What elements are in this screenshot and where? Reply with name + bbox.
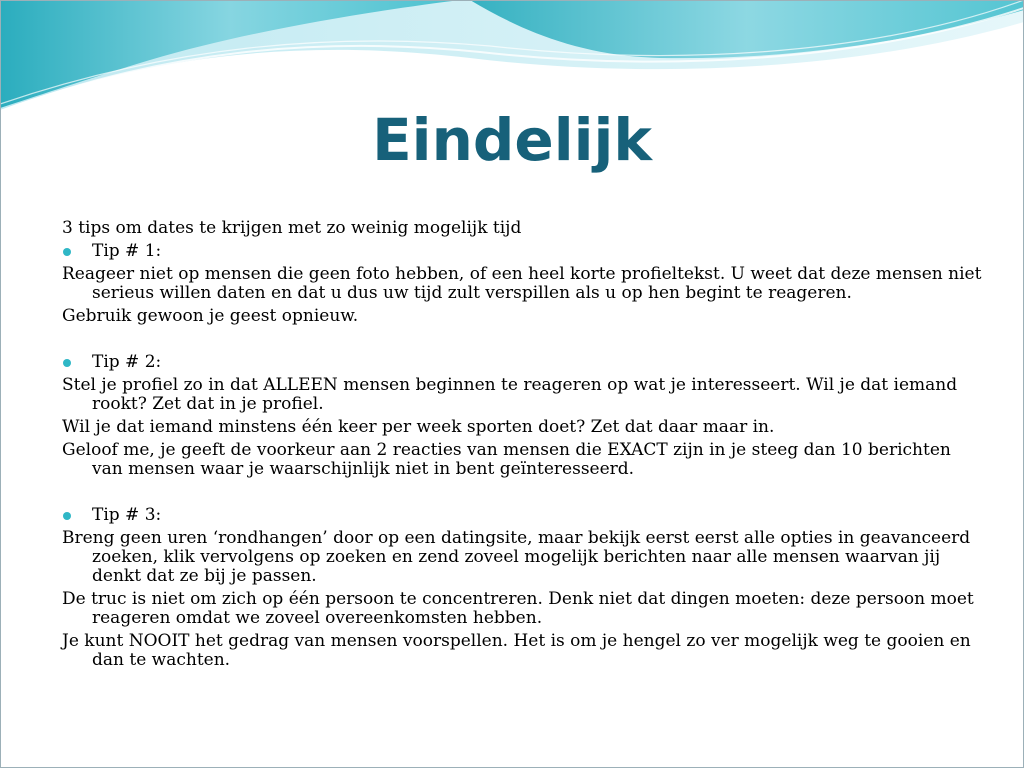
tip-3-paragraph: De truc is niet om zich op één persoon te concentreren. Denk niet dat dingen moeten: deze persoon moet reageren omdat we zoveel overeenkomsten hebben.	[62, 589, 974, 628]
tip-1-heading	[62, 242, 982, 261]
tip-3-paragraph: Breng geen uren ‘rondhangen’ door op een datingsite, maar bekijk eerst eerst alle opties in geavanceerd zoeken, klik vervolgens op zoeken en zend zoveel mogelijk berichten naar alle mensen waarvan jij denkt dat ze bij je passen.	[62, 528, 971, 586]
tip-1-label: Tip # 1:	[92, 241, 162, 261]
tip-2-heading	[62, 353, 982, 372]
bullet-dot-icon	[63, 359, 71, 367]
tip-3-label: Tip # 3:	[92, 505, 162, 525]
bullet-dot-icon	[63, 248, 71, 256]
tip-2-paragraph: Wil je dat iemand minstens één keer per week sporten doet? Zet dat daar maar in.	[62, 417, 775, 437]
slide-body	[62, 219, 982, 674]
tip-2-label: Tip # 2:	[92, 352, 162, 372]
bullet-dot-icon	[63, 512, 71, 520]
intro-text: 3 tips om dates te krijgen met zo weinig mogelijk tijd	[62, 218, 522, 238]
spacer	[62, 330, 982, 353]
tip-3-paragraph: Je kunt NOOIT het gedrag van mensen voorspellen. Het is om je hengel zo ver mogelijk weg te gooien en dan te wachten.	[62, 631, 971, 670]
slide-title: Eindelijk	[372, 106, 652, 174]
tip-2-paragraph: Stel je profiel zo in dat ALLEEN mensen beginnen te reageren op wat je interesseert. Wil je dat iemand rookt? Zet dat in je profiel.	[62, 375, 958, 414]
spacer	[62, 483, 982, 506]
tip-1-paragraph: Reageer niet op mensen die geen foto hebben, of een heel korte profieltekst. U weet dat deze mensen niet serieus willen daten en dat u dus uw tijd zult verspillen als u op hen begint te reageren.	[62, 264, 982, 303]
tip-3-heading	[62, 506, 982, 525]
tip-2-paragraph: Geloof me, je geeft de voorkeur aan 2 reacties van mensen die EXACT zijn in je steeg dan 10 berichten van mensen waar je waarschijnlijk niet in bent geïnteresseerd.	[62, 440, 951, 479]
tip-1-paragraph: Gebruik gewoon je geest opnieuw.	[62, 306, 359, 326]
